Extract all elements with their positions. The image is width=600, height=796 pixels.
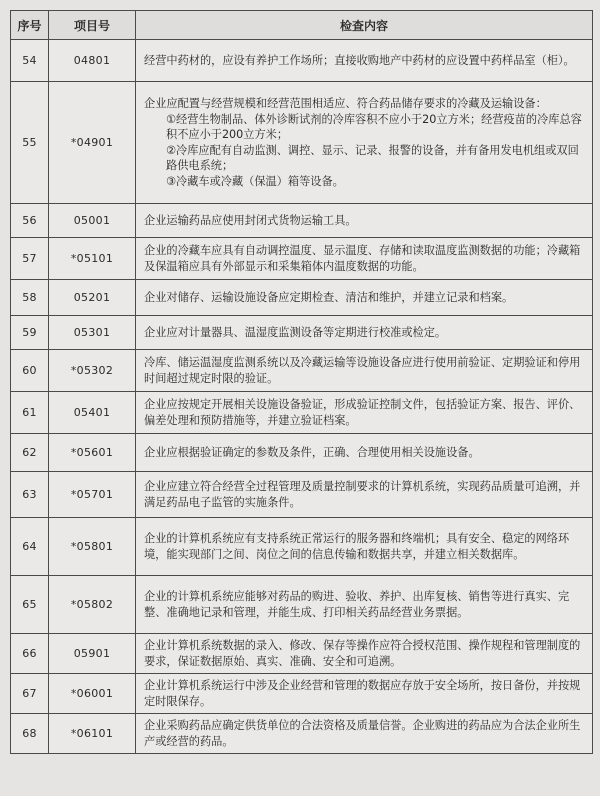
table-row <box>11 280 593 316</box>
row-content: 企业的计算机系统应有支持系统正常运行的服务器和终端机；具有安全、稳定的网络环境，能实现部门之间、岗位之间的信息传输和数据共享，并建立相关数据库。 <box>136 518 593 576</box>
header-content: 检查内容 <box>136 11 593 40</box>
row-no: 64 <box>11 518 49 576</box>
row-code: 05301 <box>49 316 136 350</box>
row-code: *05802 <box>49 576 136 634</box>
table-row <box>11 434 593 472</box>
inspection-table <box>10 10 593 754</box>
row-code: 05201 <box>49 280 136 316</box>
row-content: 企业应建立符合经营全过程管理及质量控制要求的计算机系统，实现药品质量可追溯，并满足药品电子监管的实施条件。 <box>136 472 593 518</box>
row-no: 56 <box>11 204 49 238</box>
row-no: 65 <box>11 576 49 634</box>
table-row <box>11 350 593 392</box>
row-code: *05801 <box>49 518 136 576</box>
row-content: 企业计算机系统数据的录入、修改、保存等操作应符合授权范围、操作规程和管理制度的要求，保证数据原始、真实、准确、安全和可追溯。 <box>136 634 593 674</box>
table-row <box>11 576 593 634</box>
row-code: *06101 <box>49 714 136 754</box>
table-row <box>11 674 593 714</box>
row-no: 59 <box>11 316 49 350</box>
row-code: *05601 <box>49 434 136 472</box>
header-code: 项目号 <box>49 11 136 40</box>
row-content: 企业采购药品应确定供货单位的合法资格及质量信誉。企业购进的药品应为合法企业所生产或经营的药品。 <box>136 714 593 754</box>
table-row <box>11 82 593 204</box>
row-code: 05001 <box>49 204 136 238</box>
row-content: 企业的冷藏车应具有自动调控温度、显示温度、存储和读取温度监测数据的功能；冷藏箱及保温箱应具有外部显示和采集箱体内温度数据的功能。 <box>136 238 593 280</box>
table-header-row <box>11 11 593 40</box>
row-no: 55 <box>11 82 49 204</box>
row-code: 04801 <box>49 40 136 82</box>
row-no: 68 <box>11 714 49 754</box>
table-row <box>11 518 593 576</box>
row-content: 企业应配置与经营规模和经营范围相适应、符合药品储存要求的冷藏及运输设备： ①经营生物制品、体外诊断试剂的冷库容积不应小于20立方米；经营疫苗的冷库总容积不应小于200立方米； ②冷库应配有自动监测、调控、显示、记录、报警的设备，并有备用发电机组或双回路供电系统； ③冷藏车或冷藏（保温）箱等设备。 <box>136 82 593 204</box>
table-row <box>11 238 593 280</box>
row-content: 企业的计算机系统应能够对药品的购进、验收、养护、出库复核、销售等进行真实、完整、准确地记录和管理，并能生成、打印相关药品经营业务票据。 <box>136 576 593 634</box>
row-no: 60 <box>11 350 49 392</box>
table-row <box>11 316 593 350</box>
row-no: 54 <box>11 40 49 82</box>
row-content: 企业应根据验证确定的参数及条件，正确、合理使用相关设施设备。 <box>136 434 593 472</box>
row-content: 企业计算机系统运行中涉及企业经营和管理的数据应存放于安全场所，按日备份，并按规定时限保存。 <box>136 674 593 714</box>
row-code: *05302 <box>49 350 136 392</box>
row-no: 57 <box>11 238 49 280</box>
table-row <box>11 40 593 82</box>
table-row <box>11 392 593 434</box>
row-content: 经营中药材的，应设有养护工作场所；直接收购地产中药材的应设置中药样品室（柜）。 <box>136 40 593 82</box>
row-no: 58 <box>11 280 49 316</box>
table-row <box>11 204 593 238</box>
row-code: *05701 <box>49 472 136 518</box>
row-content: 企业应对计量器具、温湿度监测设备等定期进行校准或检定。 <box>136 316 593 350</box>
row-code: *06001 <box>49 674 136 714</box>
row-no: 67 <box>11 674 49 714</box>
inspection-table-page <box>10 10 592 754</box>
row-no: 62 <box>11 434 49 472</box>
row-content: 冷库、储运温湿度监测系统以及冷藏运输等设施设备应进行使用前验证、定期验证和停用时间超过规定时限的验证。 <box>136 350 593 392</box>
row-code: 05901 <box>49 634 136 674</box>
table-row <box>11 714 593 754</box>
row-code: *05101 <box>49 238 136 280</box>
table-row <box>11 472 593 518</box>
row-content: 企业应按规定开展相关设施设备验证，形成验证控制文件，包括验证方案、报告、评价、偏差处理和预防措施等，并建立验证档案。 <box>136 392 593 434</box>
row-no: 61 <box>11 392 49 434</box>
row-code: *04901 <box>49 82 136 204</box>
row-content: 企业运输药品应使用封闭式货物运输工具。 <box>136 204 593 238</box>
header-no: 序号 <box>11 11 49 40</box>
row-no: 63 <box>11 472 49 518</box>
row-no: 66 <box>11 634 49 674</box>
row-code: 05401 <box>49 392 136 434</box>
row-content: 企业对储存、运输设施设备应定期检查、清洁和维护，并建立记录和档案。 <box>136 280 593 316</box>
table-row <box>11 634 593 674</box>
